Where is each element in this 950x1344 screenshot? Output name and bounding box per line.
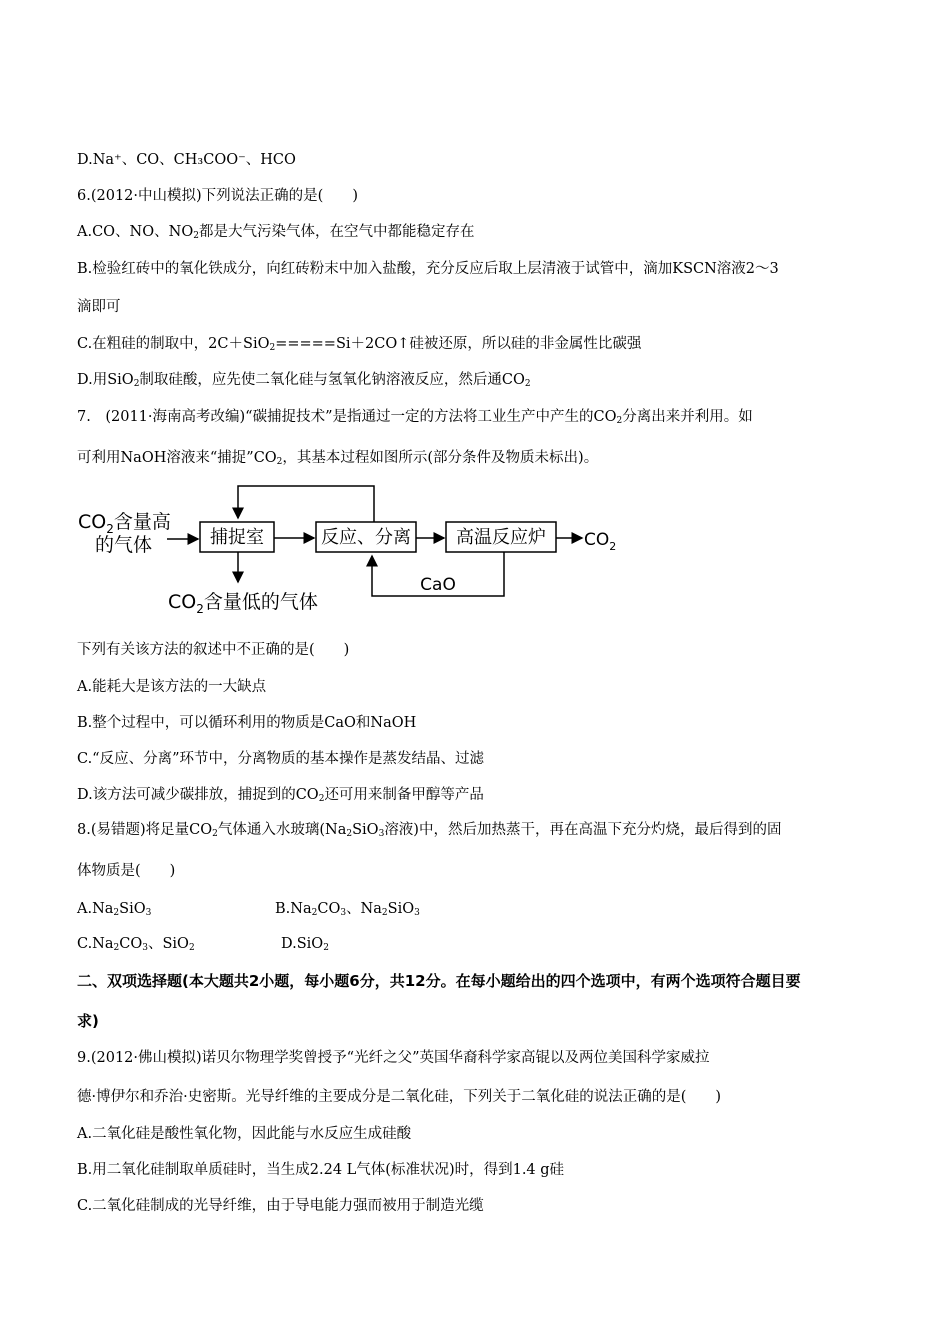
q7-question: 下列有关该方法的叙述中不正确的是( ) bbox=[77, 642, 350, 658]
q8-options-ab bbox=[77, 899, 890, 919]
q8-option-c: $C.Na_2CO_3$、SiO$_2$ bbox=[77, 936, 195, 953]
q6-option-d: D.用SiO$_2$制取硅酸，应先使二氧化硅与氢氧化钠溶液反应，然后通$CO_2$ bbox=[77, 372, 531, 389]
box-high-temp-furnace-label: 高温反应炉 bbox=[456, 527, 546, 548]
q9-option-a: A.二氧化硅是酸性氧化物，因此能与水反应生成硅酸 bbox=[77, 1126, 412, 1142]
arrow-recycle-to-capture bbox=[238, 486, 374, 522]
box-capture-room-label: 捕捉室 bbox=[210, 527, 264, 548]
carbon-capture-flow-diagram bbox=[70, 478, 670, 618]
q9-stem-line1: 9.(2012·佛山模拟)诺贝尔物理学奖曾授予“光纤之父”英国华裔科学家高锟以及两位美国科学家威拉 bbox=[77, 1050, 710, 1066]
q9-option-b: B.用二氧化硅制取单质硅时，当生成2.24 L气体(标准状况)时，得到1.4 g硅 bbox=[77, 1162, 565, 1178]
box-reaction-separation-label: 反应、分离 bbox=[321, 527, 411, 548]
q8-options-cd bbox=[77, 934, 890, 954]
q9-option-c: C.二氧化硅制成的光导纤维，由于导电能力强而被用于制造光缆 bbox=[77, 1198, 484, 1214]
q8-stem-line2: 体物质是( ) bbox=[77, 863, 176, 879]
q6-stem: 6.(2012·中山模拟)下列说法正确的是( ) bbox=[77, 188, 358, 204]
q7-option-b: B.整个过程中，可以循环利用的物质是CaO和NaOH bbox=[77, 715, 417, 731]
q6-option-b-line2: 滴即可 bbox=[77, 299, 121, 315]
q7-option-a: A.能耗大是该方法的一大缺点 bbox=[77, 679, 267, 695]
q6-option-c: C.在粗硅的制取中，2C＋SiO$_2$=====Si＋2CO↑硅被还原，所以硅的非金属性比碳强 bbox=[77, 336, 642, 353]
q6-option-b-line1: B.检验红砖中的氧化铁成分，向红砖粉末中加入盐酸，充分反应后取上层清液于试管中，滴加KSCN溶液2～3 bbox=[77, 261, 779, 277]
section-2-heading: 二、双项选择题(本大题共2小题，每小题6分，共12分。在每小题给出的四个选项中，有两个选项符合题目要 bbox=[77, 972, 801, 990]
q7-stem-line1: 7. (2011·海南高考改编)“碳捕捉技术”是指通过一定的方法将工业生产中产生的$CO_2$分离出来并利用。如 bbox=[77, 409, 753, 426]
q7-option-c: C.“反应、分离”环节中，分离物质的基本操作是蒸发结晶、过滤 bbox=[77, 751, 485, 767]
diagram-input-label-2: 的气体 bbox=[95, 534, 153, 556]
q8-option-b: $B.Na_2CO_3$、$Na_2SiO_3$ bbox=[275, 901, 420, 918]
q7-stem-line2: 可利用NaOH溶液来“捕捉$”CO_2$，其基本过程如图所示(部分条件及物质未标出)。 bbox=[77, 450, 599, 467]
q7-option-d: D.该方法可减少碳排放，捕捉到的$CO_2$还可用来制备甲醇等产品 bbox=[77, 787, 484, 804]
diagram-bottom-label: $CO_2$含量低的气体 bbox=[168, 591, 318, 616]
diagram-input-label: $CO_2$含量高 bbox=[78, 511, 171, 536]
q8-option-d: D.SiO$_2$ bbox=[281, 936, 329, 953]
diagram-cao-label: CaO bbox=[420, 575, 456, 595]
q9-stem-line2: 德·博伊尔和乔治·史密斯。光导纤维的主要成分是二氧化硅，下列关于二氧化硅的说法正确的是( ) bbox=[77, 1089, 722, 1105]
diagram-output-label: $CO_2$ bbox=[584, 530, 617, 553]
section-2-heading-cont: 求) bbox=[77, 1012, 99, 1030]
q6-option-a: A.CO、NO、$NO_2$都是大气污染气体，在空气中都能稳定存在 bbox=[77, 224, 475, 241]
q8-stem-line1: 8.(易错题)将足量$CO_2$气体通入水玻璃($Na_2SiO_3$溶液)中，然后加热蒸干，再在高温下充分灼烧，最后得到的固 bbox=[77, 822, 782, 839]
q8-option-a: $A.Na_2SiO_3$ bbox=[77, 901, 152, 918]
q5-option-d: D.Na⁺、CO、CH₃COO⁻、HCO bbox=[77, 152, 296, 168]
